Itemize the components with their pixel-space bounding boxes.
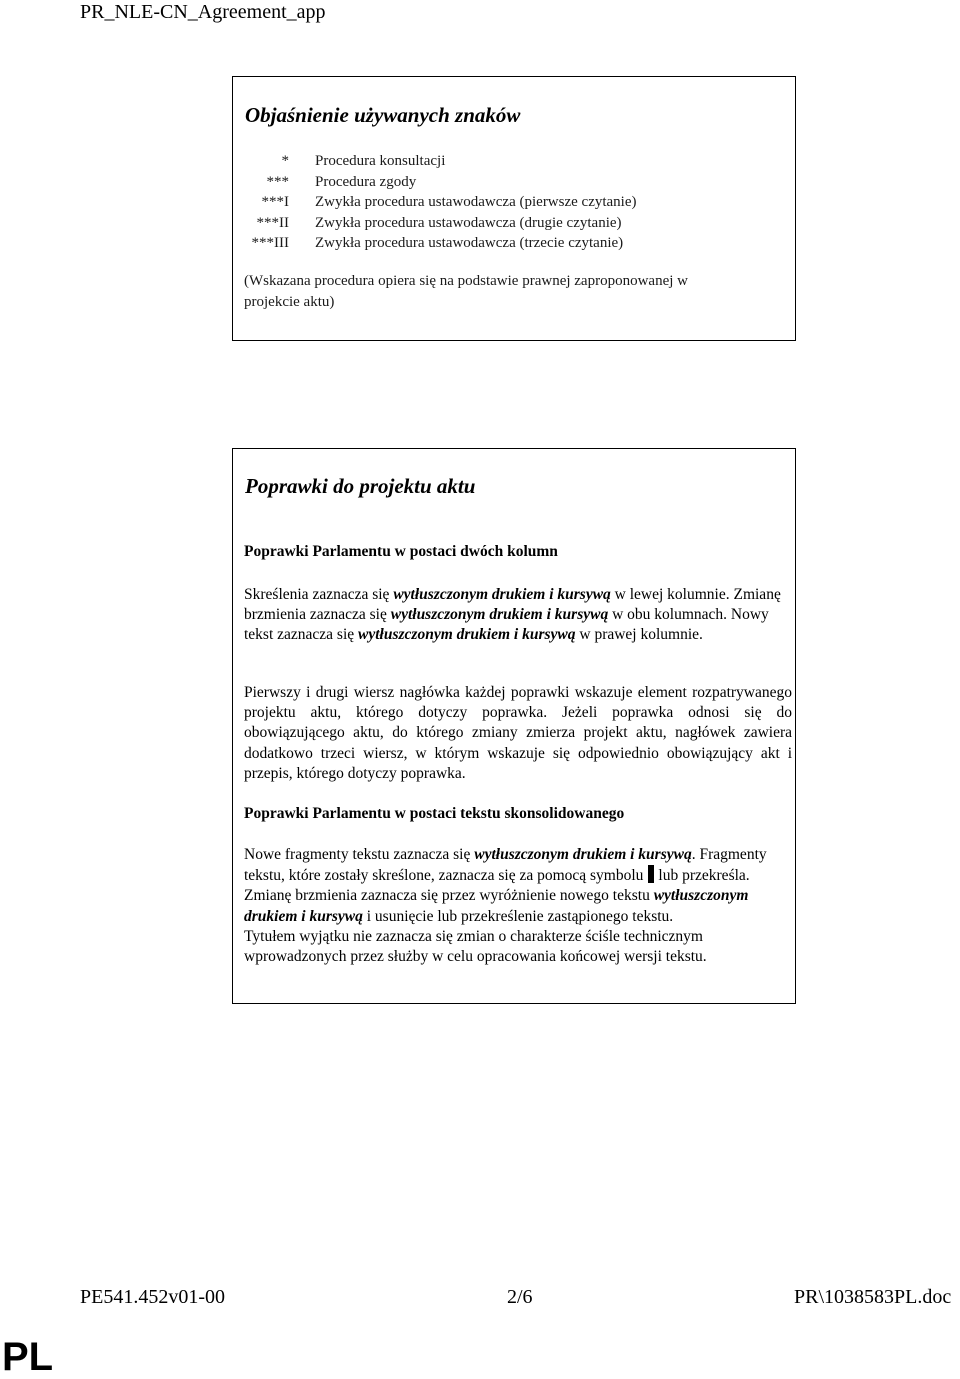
legend-box xyxy=(232,76,796,341)
footer-page-number: 2/6 xyxy=(507,1286,533,1308)
document-header-title: PR_NLE-CN_Agreement_app xyxy=(80,1,326,23)
procedure-note xyxy=(244,271,774,312)
procedure-note-line1: (Wskazana procedura opiera się na podstawie prawnej zaproponowanej w xyxy=(244,273,688,289)
legend-item xyxy=(233,192,773,213)
legend-text: Zwykła procedura ustawodawcza (trzecie czytanie) xyxy=(315,235,624,251)
legend-text: Zwykła procedura ustawodawcza (pierwsze czytanie) xyxy=(315,194,637,210)
deletion-block-symbol xyxy=(648,865,654,883)
language-code: PL xyxy=(2,1335,54,1379)
legend-symbol: ***III xyxy=(251,235,289,251)
legend-symbol: *** xyxy=(266,173,289,190)
section-two-columns-title: Poprawki Parlamentu w postaci dwóch kolumn xyxy=(244,543,558,560)
legend-symbol: ***I xyxy=(261,194,289,210)
legend-text: Zwykła procedura ustawodawcza (drugie czytanie) xyxy=(315,214,622,231)
footer-file-name: PR\1038583PL.doc xyxy=(794,1286,952,1308)
legend-text: Procedura zgody xyxy=(315,173,417,190)
legend-text: Procedura konsultacji xyxy=(315,153,446,169)
legend-list xyxy=(233,151,773,254)
legend-item xyxy=(233,233,773,254)
legend-heading: Objaśnienie używanych znaków xyxy=(245,103,521,127)
legend-item xyxy=(233,172,773,193)
legend-symbol: ***II xyxy=(256,214,289,231)
section-consolidated-paragraph-2: Tytułem wyjątku nie zaznacza się zmian o charakterze ściśle technicznym wprowadzonych przez służby w celu opracowania końcowej wersji tekstu. xyxy=(244,927,707,966)
amendments-box xyxy=(232,448,796,1004)
legend-symbol: * xyxy=(281,153,289,169)
legend-item xyxy=(233,213,773,234)
section-consolidated-title: Poprawki Parlamentu w postaci tekstu skonsolidowanego xyxy=(244,805,625,822)
section-consolidated-paragraph-1: Nowe fragmenty tekstu zaznacza się wytłuszczonym drukiem i kursywą. Fragmenty tekstu, które zostały skreślone, zaznacza się za pomocą symbolu lub przekreśla. Zmianę brzmienia zaznacza się przez wyróżnienie nowego tekstu wytłuszczonym drukiem i kursywą i usunięcie lub przekreślenie zastąpionego tekstu. Tytułem wyjątku nie zaznacza się zmian o charakterze ściśle technicznym wprowadzonych przez służby w celu opracowania końcowej wersji tekstu. xyxy=(244,846,767,966)
legend-item xyxy=(233,151,773,172)
amendments-heading: Poprawki do projektu aktu xyxy=(245,474,476,498)
footer-doc-ref: PE541.452v01-00 xyxy=(80,1286,225,1308)
procedure-note-line2: projekcie aktu) xyxy=(244,293,335,310)
section-two-columns-paragraph-2: Pierwszy i drugi wiersz nagłówka każdej poprawki wskazuje element rozpatrywanego projektu aktu, którego dotyczy poprawka. Jeżeli poprawka odnosi się do obowiązującego aktu, do którego zmiany zmierza projekt aktu, nagłówek zawiera dodatkowo trzeci wiersz, w którym wskazuje się odpowiednio obowiązujący akt i przepis, którego dotyczy poprawka. xyxy=(244,684,792,782)
section-two-columns-paragraph-1: Skreślenia zaznacza się wytłuszczonym drukiem i kursywą w lewej kolumnie. Zmianę brzmienia zaznacza się wytłuszczonym drukiem i kursywą w obu kolumnach. Nowy tekst zaznacza się wytłuszczonym drukiem i kursywą w prawej kolumnie. xyxy=(244,586,781,644)
